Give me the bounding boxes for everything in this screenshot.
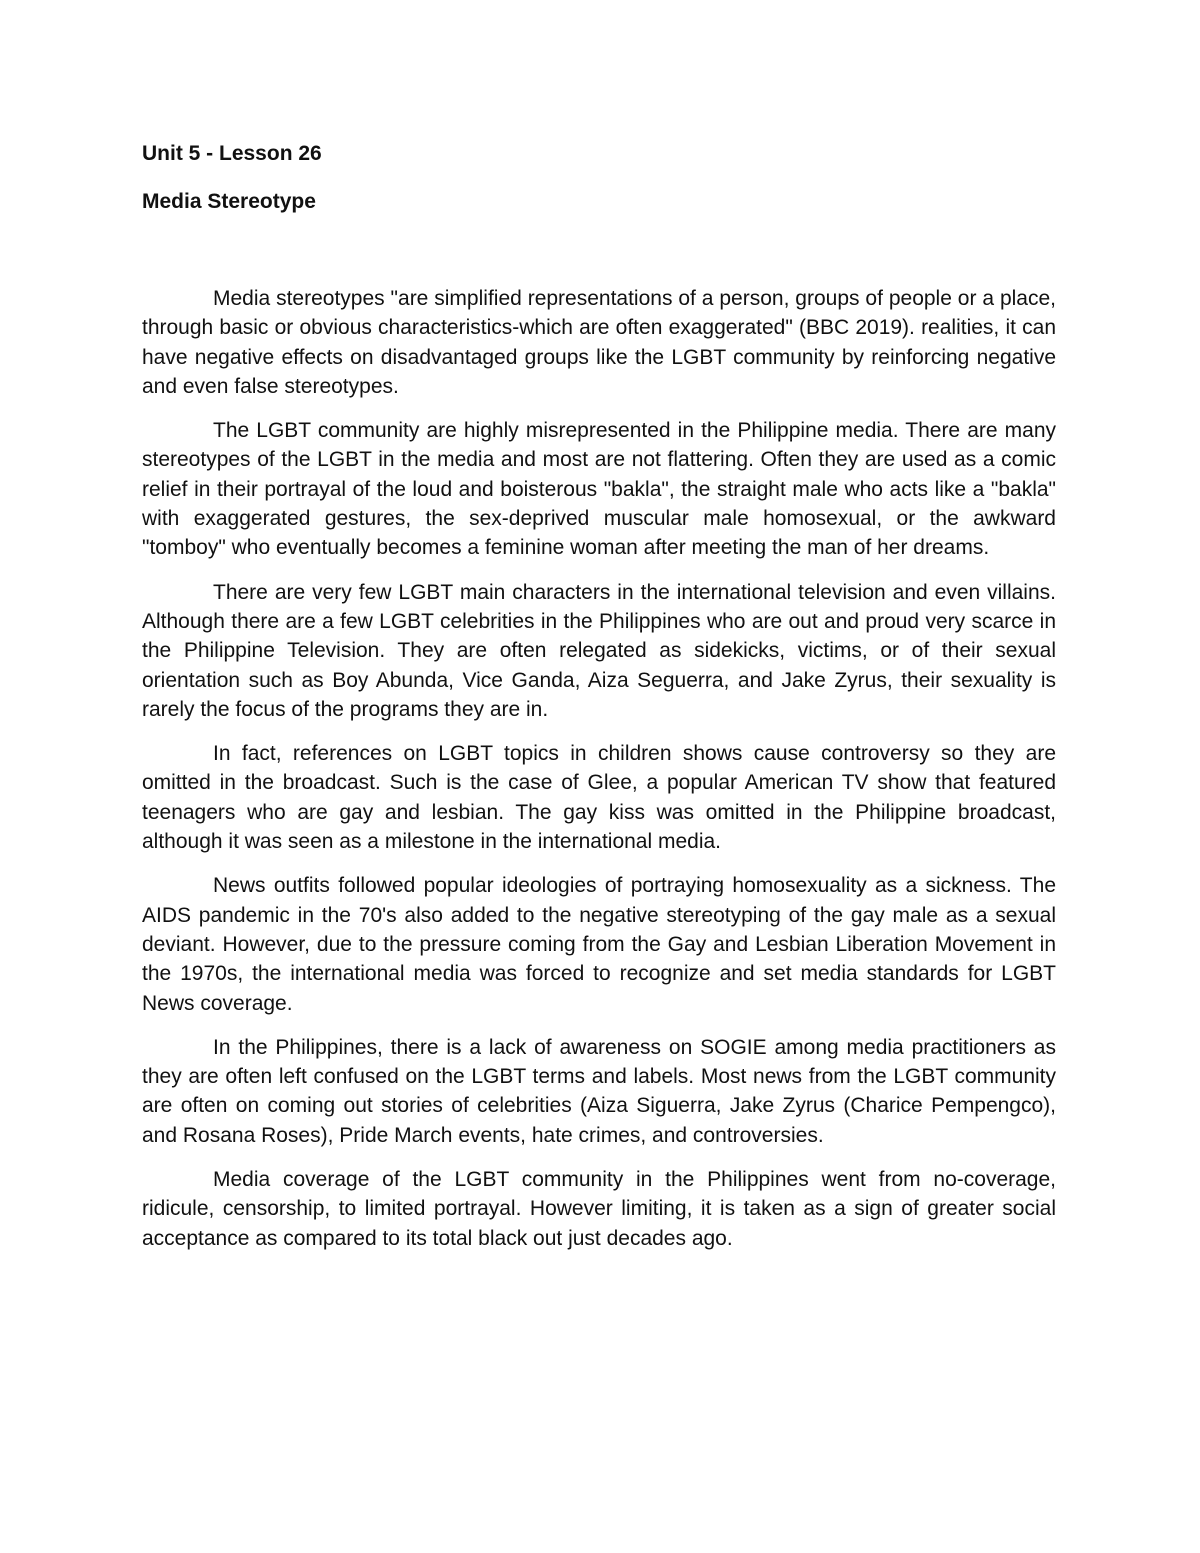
lesson-title: Media Stereotype: [142, 190, 316, 213]
paragraph-2: The LGBT community are highly misrepresented in the Philippine media. There are many stereotypes of the LGBT in the media and most are not flattering. Often they are used as a comic relief in their portrayal of the loud and boisterous "bakla", the straight male who acts like a "bakla" with exaggerated gestures, the sex-deprived muscular male homosexual, or the awkward "tomboy" who eventually becomes a feminine woman after meeting the man of her dreams.: [142, 419, 1056, 560]
paragraph-3: There are very few LGBT main characters in the international television and even villains. Although there are a few LGBT celebrities in the Philippines who are out and proud very scarce in the Philippine Television. They are often relegated as sidekicks, victims, or of their sexual orientation such as Boy Abunda, Vice Ganda, Aiza Seguerra, and Jake Zyrus, their sexuality is rarely the focus of the programs they are in.: [142, 580, 1056, 721]
document-body: [142, 140, 1056, 1268]
unit-title: Unit 5 - Lesson 26: [142, 142, 322, 165]
paragraph-1: Media stereotypes "are simplified representations of a person, groups of people or a place, through basic or obvious characteristics-which are often exaggerated" (BBC 2019). realities, it can have negative effects on disadvantaged groups like the LGBT community by reinforcing negative and even false stereotypes.: [142, 287, 1056, 398]
paragraph-6: In the Philippines, there is a lack of awareness on SOGIE among media practitioners as they are often left confused on the LGBT terms and labels. Most news from the LGBT community are often on coming out stories of celebrities (Aiza Siguerra, Jake Zyrus (Charice Pempengco), and Rosana Roses), Pride March events, hate crimes, and controversies.: [142, 1035, 1056, 1147]
paragraph-7: Media coverage of the LGBT community in the Philippines went from no-coverage, ridicule, censorship, to limited portrayal. However limiting, it is taken as a sign of greater social acceptance as compared to its total black out just decades ago.: [142, 1168, 1056, 1250]
paragraph-4: In fact, references on LGBT topics in children shows cause controversy so they are omitted in the broadcast. Such is the case of Glee, a popular American TV show that featured teenagers who are gay and lesbian. The gay kiss was omitted in the Philippine broadcast, although it was seen as a milestone in the international media.: [142, 742, 1056, 854]
paragraph-5: News outfits followed popular ideologies of portraying homosexuality as a sickness. The AIDS pandemic in the 70's also added to the negative stereotyping of the gay male as a sexual deviant. However, due to the pressure coming from the Gay and Lesbian Liberation Movement in the 1970s, the international media was forced to recognize and set media standards for LGBT News coverage.: [142, 874, 1056, 1015]
